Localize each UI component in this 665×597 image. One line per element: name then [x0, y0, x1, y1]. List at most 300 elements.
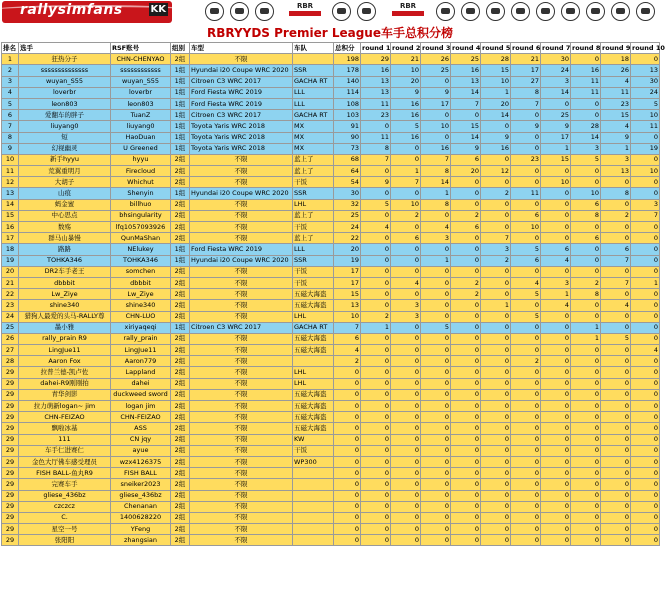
- driver-cell: 群马山暴慢: [19, 233, 111, 244]
- round-cell: 0: [571, 255, 601, 266]
- round-cell: 2: [571, 277, 601, 288]
- round-cell: 12: [481, 166, 511, 177]
- round-cell: 0: [391, 479, 421, 490]
- total-points-cell: 54: [334, 177, 361, 188]
- car-cell: Hyundai i20 Coupe WRC 2020: [190, 188, 293, 199]
- rank-cell: 11: [2, 166, 19, 177]
- round-cell: 0: [451, 423, 481, 434]
- round-cell: 0: [481, 535, 511, 546]
- round-cell: 0: [451, 300, 481, 311]
- rsf-account-cell: FISH BALL: [111, 468, 171, 479]
- team-cell: 蓝上了: [293, 233, 334, 244]
- round-cell: 0: [451, 367, 481, 378]
- round-cell: 20: [391, 76, 421, 87]
- rsf-account-cell: Lw_Ziye: [111, 289, 171, 300]
- round-cell: 0: [421, 277, 451, 288]
- round-cell: 0: [361, 389, 391, 400]
- rsf-account-cell: TuanZ: [111, 110, 171, 121]
- round-cell: 0: [541, 322, 571, 333]
- round-cell: 11: [361, 98, 391, 109]
- table-row: [2, 524, 660, 535]
- table-row: [2, 356, 660, 367]
- rank-cell: 29: [2, 412, 19, 423]
- round-cell: 0: [631, 512, 660, 523]
- round-cell: 0: [451, 378, 481, 389]
- driver-cell: 新手hyyu: [19, 154, 111, 165]
- round-cell: 0: [631, 188, 660, 199]
- table-header-row: [2, 43, 660, 54]
- car-cell: 不限: [190, 333, 293, 344]
- driver-cell: 完赛车手: [19, 479, 111, 490]
- header-round-5: round 5: [481, 43, 511, 54]
- rank-cell: 29: [2, 512, 19, 523]
- group-cell: 1组: [171, 121, 190, 132]
- round-cell: 26: [601, 65, 631, 76]
- group-cell: 1组: [171, 188, 190, 199]
- round-cell: 0: [421, 76, 451, 87]
- round-cell: 17: [541, 132, 571, 143]
- rsf-account-cell: somchen: [111, 266, 171, 277]
- round-cell: 0: [421, 356, 451, 367]
- round-cell: 0: [481, 266, 511, 277]
- round-cell: 0: [571, 311, 601, 322]
- round-cell: 0: [391, 535, 421, 546]
- round-cell: 0: [481, 356, 511, 367]
- rank-cell: 20: [2, 266, 19, 277]
- round-cell: 0: [421, 401, 451, 412]
- round-cell: 0: [361, 468, 391, 479]
- rank-cell: 27: [2, 345, 19, 356]
- round-cell: 4: [511, 277, 541, 288]
- rsf-account-cell: logan jim: [111, 401, 171, 412]
- driver-cell: gliese_436bz: [19, 490, 111, 501]
- driver-cell: 路路: [19, 244, 111, 255]
- round-cell: 0: [601, 311, 631, 322]
- rsf-account-cell: dahei: [111, 378, 171, 389]
- header-round-10: round 10: [631, 43, 660, 54]
- round-cell: 0: [361, 300, 391, 311]
- round-cell: 0: [541, 389, 571, 400]
- round-cell: 0: [571, 490, 601, 501]
- group-cell: 2组: [171, 356, 190, 367]
- round-cell: 0: [451, 456, 481, 467]
- header-round-9: round 9: [601, 43, 631, 54]
- round-cell: 17: [511, 65, 541, 76]
- header-round-3: round 3: [421, 43, 451, 54]
- group-cell: 2组: [171, 154, 190, 165]
- round-cell: 5: [511, 311, 541, 322]
- rank-cell: 29: [2, 456, 19, 467]
- round-cell: 11: [511, 188, 541, 199]
- team-badge-icon: [205, 2, 224, 21]
- table-row: [2, 244, 660, 255]
- group-cell: 2组: [171, 412, 190, 423]
- driver-cell: CHN-FEIZAO: [19, 412, 111, 423]
- rsf-account-cell: leon803: [111, 98, 171, 109]
- round-cell: 0: [631, 434, 660, 445]
- round-cell: 13: [631, 65, 660, 76]
- team-cell: LHL: [293, 199, 334, 210]
- round-cell: 0: [571, 54, 601, 65]
- total-points-cell: 0: [334, 378, 361, 389]
- round-cell: 0: [361, 445, 391, 456]
- rank-cell: 4: [2, 87, 19, 98]
- round-cell: 0: [451, 401, 481, 412]
- round-cell: 8: [571, 289, 601, 300]
- round-cell: 9: [391, 87, 421, 98]
- round-cell: 4: [601, 76, 631, 87]
- round-cell: 0: [511, 266, 541, 277]
- round-cell: 0: [541, 490, 571, 501]
- car-cell: 不限: [190, 311, 293, 322]
- team-cell: 五磁大海盗: [293, 345, 334, 356]
- table-row: [2, 333, 660, 344]
- round-cell: 7: [481, 233, 511, 244]
- total-points-cell: 114: [334, 87, 361, 98]
- team-badge-icon: [436, 2, 455, 21]
- round-cell: 0: [541, 535, 571, 546]
- group-cell: 2组: [171, 401, 190, 412]
- round-cell: 1: [571, 333, 601, 344]
- round-cell: 0: [481, 277, 511, 288]
- rank-cell: 8: [2, 132, 19, 143]
- round-cell: 10: [631, 110, 660, 121]
- rank-cell: 16: [2, 222, 19, 233]
- table-row: [2, 445, 660, 456]
- round-cell: 0: [541, 445, 571, 456]
- round-cell: 10: [421, 121, 451, 132]
- round-cell: 1: [571, 322, 601, 333]
- car-cell: 不限: [190, 401, 293, 412]
- driver-cell: ssssssssssssss: [19, 65, 111, 76]
- round-cell: 0: [481, 345, 511, 356]
- rank-cell: 22: [2, 289, 19, 300]
- car-cell: Citroen C3 WRC 2017: [190, 110, 293, 121]
- driver-cell: 车手仁进赛仁: [19, 445, 111, 456]
- round-cell: 0: [481, 479, 511, 490]
- driver-cell: 数殇: [19, 222, 111, 233]
- round-cell: 0: [451, 110, 481, 121]
- table-row: [2, 300, 660, 311]
- round-cell: 0: [481, 501, 511, 512]
- rank-cell: 21: [2, 277, 19, 288]
- round-cell: 9: [361, 177, 391, 188]
- round-cell: 4: [541, 300, 571, 311]
- car-cell: 不限: [190, 378, 293, 389]
- round-cell: 0: [481, 490, 511, 501]
- round-cell: 0: [541, 199, 571, 210]
- round-cell: 0: [511, 434, 541, 445]
- driver-cell: 张阳阳: [19, 535, 111, 546]
- rank-cell: 6: [2, 110, 19, 121]
- round-cell: 0: [631, 378, 660, 389]
- round-cell: 5: [631, 98, 660, 109]
- car-cell: 不限: [190, 54, 293, 65]
- round-cell: 0: [361, 166, 391, 177]
- rank-cell: 29: [2, 490, 19, 501]
- round-cell: 1: [421, 188, 451, 199]
- group-cell: 1组: [171, 132, 190, 143]
- round-cell: 0: [451, 255, 481, 266]
- round-cell: 0: [631, 490, 660, 501]
- round-cell: 0: [511, 389, 541, 400]
- round-cell: 0: [361, 289, 391, 300]
- car-cell: 不限: [190, 479, 293, 490]
- round-cell: 0: [631, 356, 660, 367]
- round-cell: 19: [631, 143, 660, 154]
- rank-cell: 29: [2, 535, 19, 546]
- round-cell: 0: [481, 333, 511, 344]
- car-cell: 不限: [190, 199, 293, 210]
- rank-cell: 5: [2, 98, 19, 109]
- round-cell: 8: [361, 143, 391, 154]
- rsf-account-cell: Aaron779: [111, 356, 171, 367]
- driver-cell: Aaron Fox: [19, 356, 111, 367]
- round-cell: 0: [571, 389, 601, 400]
- round-cell: 0: [541, 401, 571, 412]
- round-cell: 0: [631, 468, 660, 479]
- team-cell: GACHA RT: [293, 110, 334, 121]
- car-cell: 不限: [190, 222, 293, 233]
- total-points-cell: 0: [334, 389, 361, 400]
- round-cell: 0: [451, 468, 481, 479]
- driver-cell: 中心思点: [19, 210, 111, 221]
- team-badge-icon: [561, 2, 580, 21]
- total-points-cell: 0: [334, 434, 361, 445]
- rsf-account-cell: TOHKA346: [111, 255, 171, 266]
- round-cell: 0: [631, 423, 660, 434]
- round-cell: 0: [631, 445, 660, 456]
- round-cell: 0: [601, 356, 631, 367]
- driver-cell: 拉力萌新logan~ jim: [19, 401, 111, 412]
- round-cell: 29: [361, 54, 391, 65]
- round-cell: 17: [421, 98, 451, 109]
- round-cell: 9: [481, 132, 511, 143]
- team-cell: LHL: [293, 367, 334, 378]
- round-cell: 0: [511, 501, 541, 512]
- driver-cell: czczcz: [19, 501, 111, 512]
- round-cell: 25: [541, 110, 571, 121]
- round-cell: 6: [451, 154, 481, 165]
- round-cell: 0: [481, 378, 511, 389]
- round-cell: 14: [451, 132, 481, 143]
- round-cell: 2: [481, 188, 511, 199]
- driver-cell: 蚂金蜜: [19, 199, 111, 210]
- round-cell: 0: [601, 468, 631, 479]
- round-cell: 7: [421, 154, 451, 165]
- rsf-account-cell: ASS: [111, 423, 171, 434]
- round-cell: 0: [631, 266, 660, 277]
- round-cell: 2: [511, 356, 541, 367]
- round-cell: 0: [361, 244, 391, 255]
- round-cell: 0: [451, 356, 481, 367]
- group-cell: 2组: [171, 535, 190, 546]
- round-cell: 20: [451, 166, 481, 177]
- rsf-account-cell: gliese_436bz: [111, 490, 171, 501]
- round-cell: 0: [361, 479, 391, 490]
- table-row: [2, 378, 660, 389]
- round-cell: 0: [361, 423, 391, 434]
- team-cell: [293, 524, 334, 535]
- round-cell: 0: [571, 401, 601, 412]
- round-cell: 0: [601, 524, 631, 535]
- round-cell: 0: [631, 389, 660, 400]
- round-cell: 10: [391, 65, 421, 76]
- round-cell: 0: [391, 524, 421, 535]
- round-cell: 15: [601, 110, 631, 121]
- round-cell: 0: [541, 356, 571, 367]
- team-cell: SSR: [293, 65, 334, 76]
- group-cell: 1组: [171, 76, 190, 87]
- driver-cell: shine340: [19, 300, 111, 311]
- round-cell: 0: [391, 222, 421, 233]
- round-cell: 13: [361, 87, 391, 98]
- round-cell: 2: [601, 210, 631, 221]
- table-row: [2, 401, 660, 412]
- team-cell: [293, 535, 334, 546]
- round-cell: 0: [541, 501, 571, 512]
- rank-cell: 1: [2, 54, 19, 65]
- round-cell: 4: [361, 222, 391, 233]
- round-cell: 0: [511, 300, 541, 311]
- round-cell: 0: [391, 423, 421, 434]
- round-cell: 0: [571, 378, 601, 389]
- round-cell: 7: [601, 255, 631, 266]
- round-cell: 0: [511, 490, 541, 501]
- rank-cell: 29: [2, 423, 19, 434]
- header-car: 车型: [190, 43, 293, 54]
- round-cell: 28: [571, 121, 601, 132]
- group-cell: 1组: [171, 65, 190, 76]
- driver-cell: 爱翻车的胖子: [19, 110, 111, 121]
- team-cell: WP300: [293, 456, 334, 467]
- car-cell: 不限: [190, 412, 293, 423]
- rank-cell: 19: [2, 255, 19, 266]
- car-cell: 不限: [190, 512, 293, 523]
- round-cell: 0: [481, 222, 511, 233]
- round-cell: 0: [631, 244, 660, 255]
- driver-cell: 幻视幽灵: [19, 143, 111, 154]
- header-round-1: round 1: [361, 43, 391, 54]
- table-row: [2, 289, 660, 300]
- total-points-cell: 0: [334, 479, 361, 490]
- round-cell: 0: [451, 434, 481, 445]
- round-cell: 23: [511, 154, 541, 165]
- round-cell: 25: [421, 65, 451, 76]
- round-cell: 14: [481, 110, 511, 121]
- round-cell: 3: [421, 233, 451, 244]
- team-badge-icon: [636, 2, 655, 21]
- round-cell: 7: [601, 277, 631, 288]
- round-cell: 0: [361, 345, 391, 356]
- round-cell: 0: [391, 333, 421, 344]
- round-cell: 5: [601, 333, 631, 344]
- round-cell: 0: [421, 423, 451, 434]
- rank-cell: 13: [2, 188, 19, 199]
- round-cell: 0: [511, 322, 541, 333]
- rank-cell: 29: [2, 434, 19, 445]
- table-row: [2, 110, 660, 121]
- round-cell: 0: [601, 322, 631, 333]
- rsf-account-cell: QunMaShan: [111, 233, 171, 244]
- car-cell: 不限: [190, 177, 293, 188]
- driver-cell: 短: [19, 132, 111, 143]
- round-cell: 0: [421, 378, 451, 389]
- round-cell: 0: [601, 434, 631, 445]
- group-cell: 2组: [171, 300, 190, 311]
- rank-cell: 29: [2, 367, 19, 378]
- round-cell: 0: [361, 434, 391, 445]
- driver-cell: Lw_Ziye: [19, 289, 111, 300]
- round-cell: 0: [421, 132, 451, 143]
- round-cell: 0: [631, 524, 660, 535]
- round-cell: 0: [631, 154, 660, 165]
- round-cell: 0: [361, 490, 391, 501]
- team-cell: MX: [293, 121, 334, 132]
- round-cell: 1: [541, 289, 571, 300]
- round-cell: 0: [511, 233, 541, 244]
- group-cell: 2组: [171, 54, 190, 65]
- group-cell: 2组: [171, 456, 190, 467]
- table-row: [2, 512, 660, 523]
- total-points-cell: 13: [334, 300, 361, 311]
- round-cell: 1: [541, 143, 571, 154]
- table-row: [2, 367, 660, 378]
- header-round-4: round 4: [451, 43, 481, 54]
- header-driver: 选手: [19, 43, 111, 54]
- round-cell: 0: [541, 311, 571, 322]
- team-badge-icon: [230, 2, 249, 21]
- group-cell: 2组: [171, 524, 190, 535]
- header-rank: 排名: [2, 43, 19, 54]
- round-cell: 13: [601, 166, 631, 177]
- round-cell: 0: [541, 333, 571, 344]
- round-cell: 0: [631, 300, 660, 311]
- car-cell: 不限: [190, 490, 293, 501]
- round-cell: 0: [541, 524, 571, 535]
- rsf-account-cell: CN jqy: [111, 434, 171, 445]
- round-cell: 0: [391, 434, 421, 445]
- rsf-account-cell: dbbbit: [111, 277, 171, 288]
- round-cell: 0: [481, 445, 511, 456]
- round-cell: 1: [391, 166, 421, 177]
- round-cell: 7: [391, 177, 421, 188]
- group-cell: 2组: [171, 266, 190, 277]
- round-cell: 0: [511, 512, 541, 523]
- round-cell: 0: [481, 512, 511, 523]
- round-cell: 0: [481, 412, 511, 423]
- round-cell: 14: [421, 177, 451, 188]
- total-points-cell: 0: [334, 501, 361, 512]
- round-cell: 0: [631, 311, 660, 322]
- table-row: [2, 233, 660, 244]
- round-cell: 10: [541, 177, 571, 188]
- group-cell: 2组: [171, 222, 190, 233]
- round-cell: 0: [361, 188, 391, 199]
- round-cell: 0: [541, 166, 571, 177]
- rank-cell: 9: [2, 143, 19, 154]
- rank-cell: 17: [2, 233, 19, 244]
- round-cell: 24: [631, 87, 660, 98]
- rsf-account-cell: xiriyaqeqi: [111, 322, 171, 333]
- rallysimfans-logo: [2, 1, 172, 23]
- round-cell: 0: [541, 367, 571, 378]
- round-cell: 4: [601, 121, 631, 132]
- round-cell: 0: [361, 412, 391, 423]
- round-cell: 0: [571, 222, 601, 233]
- total-points-cell: 22: [334, 233, 361, 244]
- round-cell: 0: [631, 501, 660, 512]
